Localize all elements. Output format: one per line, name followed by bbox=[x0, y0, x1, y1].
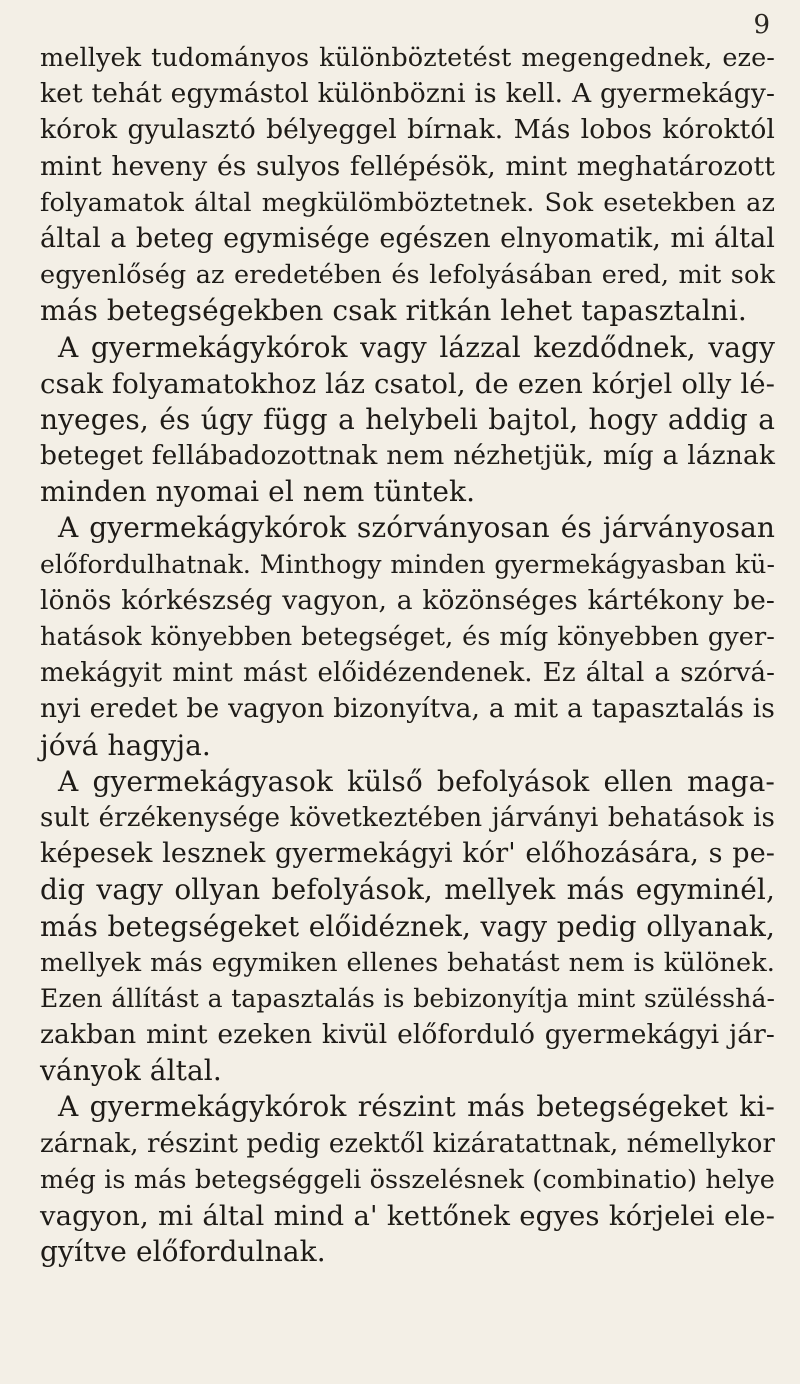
text-line: A gyermekágykórok részint más betegségeket ki- bbox=[58, 1090, 775, 1124]
text-line: zárnak, részint pedig ezektől kizáratattnak, némellykor bbox=[40, 1128, 775, 1159]
text-line: képesek lesznek gyermekágyi kór' előhozására, s pe- bbox=[40, 838, 775, 870]
text-line: A gyermekágykórok szórványosan és járványosan bbox=[58, 511, 775, 545]
page-number: 9 bbox=[753, 10, 770, 40]
body-text bbox=[40, 40, 775, 1270]
text-line: hatások könyebben betegséget, és míg könyebben gyer- bbox=[40, 622, 775, 652]
text-line: mellyek tudományos különböztetést megengednek, eze- bbox=[40, 43, 775, 73]
text-line: kórok gyulasztó bélyeggel bírnak. Más lobos kóroktól bbox=[40, 114, 775, 146]
text-line: mekágyit mint mást előidézendenek. Ez által a szórvá- bbox=[40, 658, 775, 689]
text-line: által a beteg egymisége egészen elnyomatik, mi által bbox=[40, 222, 775, 254]
text-line: gyítve előfordulnak. bbox=[40, 1235, 326, 1269]
text-line: ványok által. bbox=[40, 1054, 222, 1088]
text-line: jóvá hagyja. bbox=[40, 728, 211, 762]
text-line: dig vagy ollyan befolyások, mellyek más egyminél, bbox=[40, 873, 775, 907]
text-line: más betegségeket előidéznek, vagy pedig ollyanak, bbox=[40, 909, 775, 943]
text-line: vagyon, mi által mind a' kettőnek egyes kórjelei ele- bbox=[40, 1200, 775, 1232]
text-line: minden nyomai el nem tüntek. bbox=[40, 475, 476, 509]
text-line: ket tehát egymástol különbözni is kell. A gyermekágy- bbox=[40, 78, 775, 110]
text-line: csak folyamatokhoz láz csatol, de ezen kórjel olly lé- bbox=[40, 367, 775, 400]
text-line: más betegségekben csak ritkán lehet tapasztalni. bbox=[40, 294, 747, 328]
text-line: beteget fellábadozottnak nem nézhetjük, míg a láznak bbox=[40, 440, 775, 472]
text-line: sult érzékenysége következtében járványi behatások is bbox=[40, 802, 775, 833]
text-line: zakban mint ezeken kivül előforduló gyermekágyi jár- bbox=[40, 1019, 775, 1051]
text-line: nyi eredet be vagyon bizonyítva, a mit a tapasztalás is bbox=[40, 693, 775, 725]
text-line: nyeges, és úgy függ a helybeli bajtol, hogy addig a bbox=[40, 402, 775, 436]
text-line: A gyermekágykórok vagy lázzal kezdődnek, vagy bbox=[58, 330, 775, 364]
text-line: Ezen állítást a tapasztalás is bebizonyítja mint szülésshá- bbox=[40, 983, 775, 1013]
text-line: folyamatok által megkülömböztetnek. Sok esetekben az bbox=[40, 187, 775, 218]
text-line: A gyermekágyasok külső befolyások ellen maga- bbox=[58, 764, 775, 798]
text-line: mellyek más egymiken ellenes behatást nem is különek. bbox=[40, 947, 775, 978]
text-line: lönös kórkészség vagyon, a közönséges kártékony be- bbox=[40, 584, 775, 616]
text-line: előfordulhatnak. Minthogy minden gyermekágyasban kü- bbox=[40, 549, 775, 579]
text-line: egyenlőség az eredetében és lefolyásában ered, mit sok bbox=[40, 260, 775, 291]
text-line: mint heveny és sulyos fellépésök, mint meghatározott bbox=[40, 150, 775, 182]
text-line: még is más betegséggeli összelésnek (combinatio) helye bbox=[40, 1164, 775, 1195]
